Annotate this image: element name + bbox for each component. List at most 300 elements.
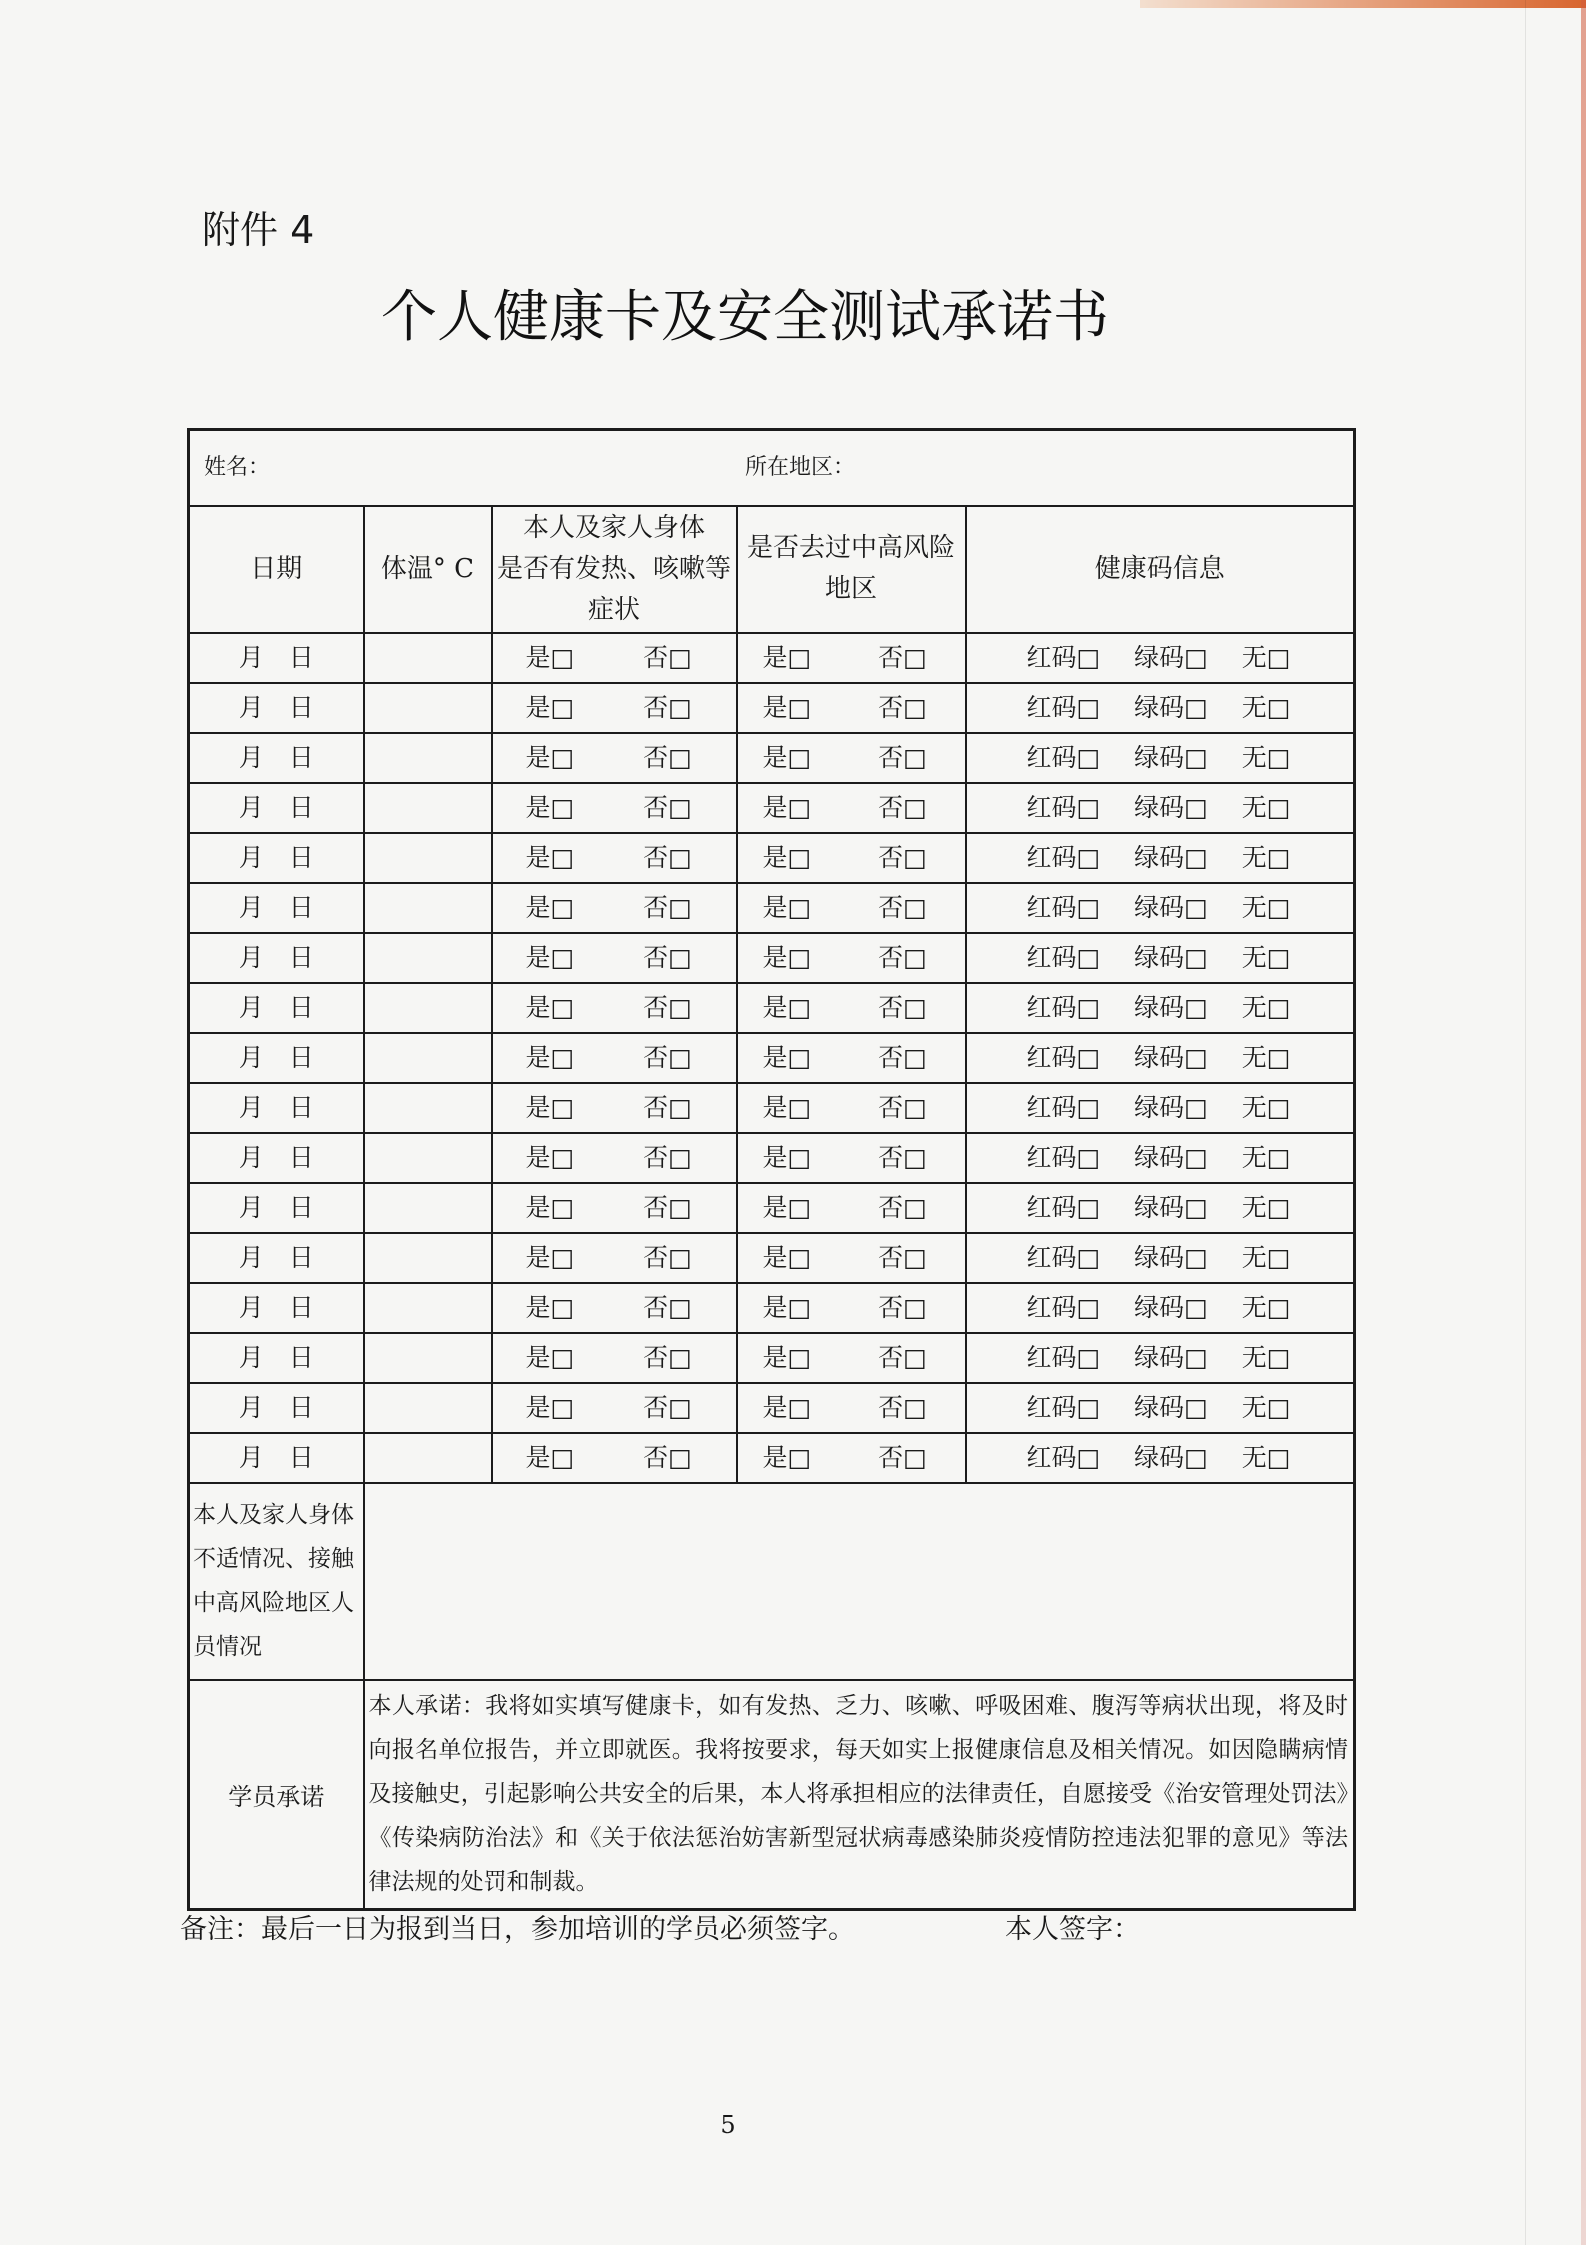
red-code-option: 红码□ [1026, 692, 1101, 722]
health-code-cell [966, 883, 1355, 933]
risk-area-cell [737, 1083, 966, 1133]
symptom-cell [492, 783, 737, 833]
temperature-cell [364, 1033, 492, 1083]
risk-no-option: 否□ [878, 642, 927, 672]
risk-no-option: 否□ [878, 842, 927, 872]
green-code-option: 绿码□ [1134, 1442, 1208, 1472]
health-code-options [967, 1143, 1354, 1173]
health-code-cell [966, 1133, 1355, 1183]
temperature-cell [364, 1233, 492, 1283]
temperature-cell [364, 1333, 492, 1383]
health-code-cell [966, 783, 1355, 833]
symptom-yes-option: 是□ [525, 742, 575, 772]
date-cell [189, 1133, 364, 1183]
date-cell [189, 1033, 364, 1083]
temperature-cell [364, 1083, 492, 1133]
risk-area-options [738, 1443, 965, 1473]
green-code-option: 绿码□ [1134, 1342, 1208, 1372]
red-code-option: 红码□ [1026, 1292, 1101, 1322]
health-code-options [967, 693, 1354, 723]
page-number: 5 [720, 2111, 736, 2139]
temperature-cell [364, 833, 492, 883]
symptom-options [493, 1443, 736, 1473]
pledge-row [189, 1680, 1355, 1910]
symptom-no-option: 否□ [643, 1442, 692, 1472]
red-code-option: 红码□ [1026, 742, 1101, 772]
risk-area-cell [737, 783, 966, 833]
date-cell [189, 633, 364, 683]
risk-area-cell [737, 883, 966, 933]
date-text: 月 日 [238, 692, 314, 722]
symptom-yes-option: 是□ [525, 1042, 575, 1072]
symptom-no-option: 否□ [643, 842, 692, 872]
health-code-cell [966, 733, 1355, 783]
risk-no-option: 否□ [878, 1342, 927, 1372]
health-code-cell [966, 1433, 1355, 1483]
symptom-cell [492, 883, 737, 933]
no-code-option: 无□ [1241, 642, 1291, 672]
symptom-cell [492, 683, 737, 733]
date-cell [189, 933, 364, 983]
risk-yes-option: 是□ [762, 692, 812, 722]
symptom-no-option: 否□ [643, 1342, 692, 1372]
date-text: 月 日 [238, 1342, 314, 1372]
region-label: 所在地区： [745, 454, 856, 480]
table-row [189, 1433, 1355, 1483]
health-code-options [967, 643, 1354, 673]
risk-area-header: 是否去过中高风险 地区 [737, 506, 966, 633]
risk-area-options [738, 643, 965, 673]
health-code-options [967, 793, 1354, 823]
symptom-options [493, 993, 736, 1023]
symptom-yes-option: 是□ [525, 1092, 575, 1122]
risk-area-cell [737, 1183, 966, 1233]
symptom-options [493, 1293, 736, 1323]
date-cell [189, 1383, 364, 1433]
risk-area-cell [737, 833, 966, 883]
no-code-option: 无□ [1241, 1392, 1291, 1422]
green-code-option: 绿码□ [1134, 642, 1208, 672]
no-code-option: 无□ [1241, 1092, 1291, 1122]
no-code-option: 无□ [1241, 1292, 1291, 1322]
green-code-option: 绿码□ [1134, 1292, 1208, 1322]
no-code-option: 无□ [1241, 1192, 1291, 1222]
health-code-cell [966, 983, 1355, 1033]
green-code-option: 绿码□ [1134, 842, 1208, 872]
risk-yes-option: 是□ [762, 1142, 812, 1172]
temperature-cell [364, 683, 492, 733]
symptom-options [493, 1243, 736, 1273]
symptom-no-option: 否□ [643, 1292, 692, 1322]
risk-yes-option: 是□ [762, 1392, 812, 1422]
risk-area-options [738, 893, 965, 923]
risk-area-cell [737, 633, 966, 683]
temperature-cell [364, 1183, 492, 1233]
date-cell [189, 783, 364, 833]
symptom-yes-option: 是□ [525, 992, 575, 1022]
risk-no-option: 否□ [878, 1242, 927, 1272]
symptom-options [493, 643, 736, 673]
symptom-yes-option: 是□ [525, 792, 575, 822]
red-code-option: 红码□ [1026, 842, 1101, 872]
date-text: 月 日 [238, 1042, 314, 1072]
symptom-cell [492, 933, 737, 983]
symptom-options [493, 1143, 736, 1173]
risk-area-cell [737, 1033, 966, 1083]
no-code-option: 无□ [1241, 1342, 1291, 1372]
date-text: 月 日 [238, 942, 314, 972]
symptom-options [493, 1343, 736, 1373]
name-region-line [190, 432, 1353, 504]
health-code-cell [966, 1383, 1355, 1433]
health-code-options [967, 1043, 1354, 1073]
symptom-cell [492, 1083, 737, 1133]
symptom-cell [492, 1333, 737, 1383]
symptom-cell [492, 633, 737, 683]
date-cell [189, 1433, 364, 1483]
risk-no-option: 否□ [878, 942, 927, 972]
temperature-cell [364, 783, 492, 833]
health-code-cell [966, 1333, 1355, 1383]
risk-area-cell [737, 733, 966, 783]
date-cell [189, 1083, 364, 1133]
symptom-yes-option: 是□ [525, 892, 575, 922]
table-row [189, 783, 1355, 833]
red-code-option: 红码□ [1026, 1042, 1101, 1072]
risk-area-cell [737, 1383, 966, 1433]
health-code-options [967, 943, 1354, 973]
signature-label: 本人签字： [1005, 1914, 1140, 1945]
risk-no-option: 否□ [878, 792, 927, 822]
date-text: 月 日 [238, 642, 314, 672]
green-code-option: 绿码□ [1134, 992, 1208, 1022]
date-cell [189, 983, 364, 1033]
no-code-option: 无□ [1241, 992, 1291, 1022]
risk-yes-option: 是□ [762, 1192, 812, 1222]
risk-area-cell [737, 1233, 966, 1283]
health-code-options [967, 993, 1354, 1023]
table-row [189, 1233, 1355, 1283]
symptom-cell [492, 1233, 737, 1283]
no-code-option: 无□ [1241, 1442, 1291, 1472]
health-code-options [967, 843, 1354, 873]
health-code-cell [966, 1283, 1355, 1333]
symptom-no-option: 否□ [643, 742, 692, 772]
temperature-cell [364, 633, 492, 683]
date-cell [189, 1233, 364, 1283]
symptoms-header: 本人及家人身体 是否有发热、咳嗽等 症状 [492, 506, 737, 633]
date-text: 月 日 [238, 842, 314, 872]
risk-no-option: 否□ [878, 1092, 927, 1122]
risk-area-options [738, 1243, 965, 1273]
risk-no-option: 否□ [878, 1442, 927, 1472]
pledge-text: 本人承诺：我将如实填写健康卡，如有发热、乏力、咳嗽、呼吸困难、腹泻等病状出现，将及时向报名单位报告，并立即就医。我将按要求，每天如实上报健康信息及相关情况。如因隐瞒病情及接触史，引起影响公共安全的后果，本人将承担相应的法律责任，自愿接受《治安管理处罚法》《传染病防治法》和《关于依法惩治妨害新型冠状病毒感染肺炎疫情防控违法犯罪的意见》等法律法规的处罚和制裁。 [364, 1680, 1355, 1910]
risk-area-cell [737, 1433, 966, 1483]
table-row [189, 633, 1355, 683]
symptom-options [493, 743, 736, 773]
temperature-header: 体温° C [364, 506, 492, 633]
risk-area-cell [737, 683, 966, 733]
risk-area-options [738, 1393, 965, 1423]
health-code-options [967, 1193, 1354, 1223]
green-code-option: 绿码□ [1134, 692, 1208, 722]
risk-area-cell [737, 1333, 966, 1383]
table-row [189, 1033, 1355, 1083]
symptom-yes-option: 是□ [525, 842, 575, 872]
table-row [189, 1083, 1355, 1133]
red-code-option: 红码□ [1026, 992, 1101, 1022]
risk-area-options [738, 1343, 965, 1373]
symptom-cell [492, 1183, 737, 1233]
symptom-options [493, 1393, 736, 1423]
risk-yes-option: 是□ [762, 842, 812, 872]
symptom-yes-option: 是□ [525, 1192, 575, 1222]
table-row [189, 733, 1355, 783]
symptom-options [493, 1043, 736, 1073]
attachment-label: 附件 4 [202, 208, 315, 252]
date-text: 月 日 [238, 1142, 314, 1172]
risk-yes-option: 是□ [762, 942, 812, 972]
date-cell [189, 1283, 364, 1333]
symptom-yes-option: 是□ [525, 692, 575, 722]
date-header: 日期 [189, 506, 364, 633]
temperature-cell [364, 933, 492, 983]
green-code-option: 绿码□ [1134, 892, 1208, 922]
date-text: 月 日 [238, 992, 314, 1022]
table-row [189, 883, 1355, 933]
date-text: 月 日 [238, 1092, 314, 1122]
table-head [189, 430, 1355, 633]
risk-area-options [738, 1043, 965, 1073]
symptom-options [493, 793, 736, 823]
date-text: 月 日 [238, 892, 314, 922]
date-text: 月 日 [238, 1292, 314, 1322]
health-code-options [967, 1443, 1354, 1473]
health-code-cell [966, 1233, 1355, 1283]
date-cell [189, 1333, 364, 1383]
symptom-no-option: 否□ [643, 792, 692, 822]
date-text: 月 日 [238, 1442, 314, 1472]
green-code-option: 绿码□ [1134, 1142, 1208, 1172]
risk-yes-option: 是□ [762, 1092, 812, 1122]
no-code-option: 无□ [1241, 1042, 1291, 1072]
green-code-option: 绿码□ [1134, 1242, 1208, 1272]
symptom-yes-option: 是□ [525, 1292, 575, 1322]
no-code-option: 无□ [1241, 792, 1291, 822]
red-code-option: 红码□ [1026, 792, 1101, 822]
risk-no-option: 否□ [878, 742, 927, 772]
scan-edge-right [1581, 0, 1586, 2245]
health-code-options [967, 1393, 1354, 1423]
table-row [189, 1383, 1355, 1433]
symptom-yes-option: 是□ [525, 1342, 575, 1372]
risk-area-options [738, 1093, 965, 1123]
symptom-no-option: 否□ [643, 1192, 692, 1222]
symptom-cell [492, 1033, 737, 1083]
pledge-label: 学员承诺 [189, 1680, 364, 1910]
health-code-cell [966, 633, 1355, 683]
symptom-options [493, 943, 736, 973]
name-label: 姓名： [204, 454, 271, 480]
temperature-cell [364, 883, 492, 933]
symptom-cell [492, 1383, 737, 1433]
health-code-options [967, 1243, 1354, 1273]
green-code-option: 绿码□ [1134, 1392, 1208, 1422]
date-cell [189, 683, 364, 733]
risk-area-options [738, 1293, 965, 1323]
temperature-cell [364, 1133, 492, 1183]
no-code-option: 无□ [1241, 842, 1291, 872]
health-code-options [967, 893, 1354, 923]
red-code-option: 红码□ [1026, 892, 1101, 922]
scan-page-edge [1525, 0, 1526, 2245]
red-code-option: 红码□ [1026, 942, 1101, 972]
risk-yes-option: 是□ [762, 1042, 812, 1072]
symptom-no-option: 否□ [643, 692, 692, 722]
risk-area-cell [737, 933, 966, 983]
health-code-options [967, 1293, 1354, 1323]
temperature-cell [364, 983, 492, 1033]
red-code-option: 红码□ [1026, 1092, 1101, 1122]
symptom-cell [492, 733, 737, 783]
header-row [189, 506, 1355, 633]
symptom-no-option: 否□ [643, 1142, 692, 1172]
symptom-yes-option: 是□ [525, 942, 575, 972]
risk-no-option: 否□ [878, 1142, 927, 1172]
risk-no-option: 否□ [878, 1042, 927, 1072]
table-foot [189, 1483, 1355, 1910]
risk-area-cell [737, 1283, 966, 1333]
symptom-no-option: 否□ [643, 642, 692, 672]
symptom-no-option: 否□ [643, 1042, 692, 1072]
no-code-option: 无□ [1241, 692, 1291, 722]
red-code-option: 红码□ [1026, 1242, 1101, 1272]
symptom-no-option: 否□ [643, 942, 692, 972]
risk-yes-option: 是□ [762, 1242, 812, 1272]
health-card-table [187, 428, 1356, 1911]
health-code-cell [966, 1183, 1355, 1233]
symptom-yes-option: 是□ [525, 1392, 575, 1422]
red-code-option: 红码□ [1026, 1442, 1101, 1472]
risk-yes-option: 是□ [762, 1442, 812, 1472]
risk-area-cell [737, 1133, 966, 1183]
temperature-cell [364, 1433, 492, 1483]
risk-yes-option: 是□ [762, 1342, 812, 1372]
symptom-cell [492, 1283, 737, 1333]
green-code-option: 绿码□ [1134, 1192, 1208, 1222]
health-code-cell [966, 1033, 1355, 1083]
footer-note: 备注：最后一日为报到当日，参加培训的学员必须签字。 [180, 1914, 855, 1945]
risk-area-options [738, 743, 965, 773]
no-code-option: 无□ [1241, 742, 1291, 772]
table-row [189, 1133, 1355, 1183]
risk-no-option: 否□ [878, 992, 927, 1022]
symptom-options [493, 1193, 736, 1223]
risk-area-cell [737, 983, 966, 1033]
green-code-option: 绿码□ [1134, 1042, 1208, 1072]
table-row [189, 1333, 1355, 1383]
symptom-options [493, 693, 736, 723]
date-text: 月 日 [238, 1192, 314, 1222]
symptom-cell [492, 1433, 737, 1483]
risk-yes-option: 是□ [762, 992, 812, 1022]
date-cell [189, 1183, 364, 1233]
health-code-cell [966, 833, 1355, 883]
table-row [189, 683, 1355, 733]
table-row [189, 1283, 1355, 1333]
risk-area-options [738, 1143, 965, 1173]
green-code-option: 绿码□ [1134, 792, 1208, 822]
daily-rows [189, 633, 1355, 1483]
symptom-cell [492, 1133, 737, 1183]
date-text: 月 日 [238, 742, 314, 772]
risk-yes-option: 是□ [762, 892, 812, 922]
green-code-option: 绿码□ [1134, 942, 1208, 972]
no-code-option: 无□ [1241, 942, 1291, 972]
symptom-no-option: 否□ [643, 1242, 692, 1272]
risk-area-options [738, 793, 965, 823]
date-cell [189, 833, 364, 883]
temperature-cell [364, 1283, 492, 1333]
symptom-options [493, 843, 736, 873]
no-code-option: 无□ [1241, 1142, 1291, 1172]
risk-yes-option: 是□ [762, 792, 812, 822]
date-cell [189, 733, 364, 783]
table-row [189, 983, 1355, 1033]
health-code-cell [966, 1083, 1355, 1133]
risk-yes-option: 是□ [762, 1292, 812, 1322]
risk-area-options [738, 843, 965, 873]
health-code-options [967, 1343, 1354, 1373]
date-text: 月 日 [238, 792, 314, 822]
name-row [189, 430, 1355, 506]
table-row [189, 833, 1355, 883]
red-code-option: 红码□ [1026, 1192, 1101, 1222]
date-text: 月 日 [238, 1392, 314, 1422]
risk-area-options [738, 993, 965, 1023]
symptom-yes-option: 是□ [525, 1442, 575, 1472]
red-code-option: 红码□ [1026, 1392, 1101, 1422]
risk-no-option: 否□ [878, 1392, 927, 1422]
symptom-no-option: 否□ [643, 1392, 692, 1422]
symptom-yes-option: 是□ [525, 642, 575, 672]
conditions-content-cell [364, 1483, 1355, 1680]
red-code-option: 红码□ [1026, 642, 1101, 672]
conditions-row [189, 1483, 1355, 1680]
table-row [189, 1183, 1355, 1233]
symptom-yes-option: 是□ [525, 1142, 575, 1172]
symptom-cell [492, 833, 737, 883]
risk-area-options [738, 943, 965, 973]
symptom-cell [492, 983, 737, 1033]
health-code-cell [966, 683, 1355, 733]
health-code-options [967, 1093, 1354, 1123]
symptom-no-option: 否□ [643, 992, 692, 1022]
symptom-yes-option: 是□ [525, 1242, 575, 1272]
symptom-no-option: 否□ [643, 1092, 692, 1122]
no-code-option: 无□ [1241, 892, 1291, 922]
temperature-cell [364, 1383, 492, 1433]
green-code-option: 绿码□ [1134, 1092, 1208, 1122]
health-code-header: 健康码信息 [966, 506, 1355, 633]
date-cell [189, 883, 364, 933]
symptom-options [493, 893, 736, 923]
risk-yes-option: 是□ [762, 642, 812, 672]
green-code-option: 绿码□ [1134, 742, 1208, 772]
risk-no-option: 否□ [878, 692, 927, 722]
risk-no-option: 否□ [878, 1292, 927, 1322]
no-code-option: 无□ [1241, 1242, 1291, 1272]
